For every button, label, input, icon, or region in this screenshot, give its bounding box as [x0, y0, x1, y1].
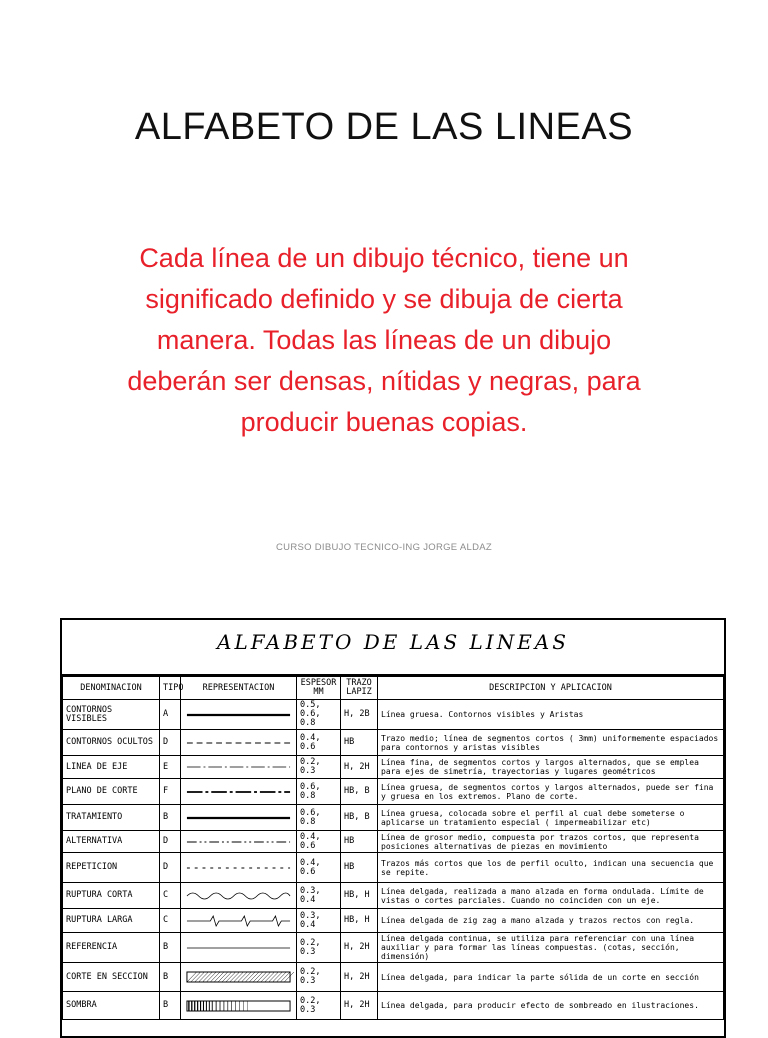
line-trazo: H, 2H [341, 756, 378, 779]
line-representacion [181, 831, 297, 853]
line-denominacion: REFERENCIA [63, 933, 160, 963]
line-trazo: H, 2H [341, 992, 378, 1020]
line-espesor: 0.2, 0.3 [297, 992, 341, 1020]
line-denominacion: CONTORNOS VISIBLES [63, 700, 160, 730]
line-sample-solid-thin [185, 942, 292, 954]
line-representacion [181, 756, 297, 779]
line-denominacion: LINEA DE EJE [63, 756, 160, 779]
table-header-row [63, 677, 724, 700]
table-row [63, 853, 724, 883]
line-trazo: HB [341, 831, 378, 853]
line-descripcion: Línea gruesa, de segmentos cortos y largos alternados, puede ser fina y gruesa en los extremos. Plano de corte. [378, 779, 724, 805]
table-row [63, 909, 724, 933]
line-descripcion: Línea de grosor medio, compuesta por trazos cortos, que representa posiciones alternativas de piezas en movimiento [378, 831, 724, 853]
line-tipo: F [160, 779, 181, 805]
line-representacion [181, 730, 297, 756]
line-espesor: 0.2, 0.3 [297, 756, 341, 779]
line-descripcion: Línea delgada, realizada a mano alzada en forma ondulada. Límite de vistas o cortes parciales. Cuando no coinciden con un eje. [378, 883, 724, 909]
line-espesor: 0.3, 0.4 [297, 909, 341, 933]
line-sample-wave [185, 890, 292, 902]
table-row [63, 992, 724, 1020]
line-espesor: 0.4, 0.6 [297, 853, 341, 883]
slide-body-text: Cada línea de un dibujo técnico, tiene un significado definido y se dibuja de cierta manera. Todas las líneas de un dibujo deberán ser densas, nítidas y negras, para producir buenas copias. [127, 243, 641, 437]
line-denominacion: CONTORNOS OCULTOS [63, 730, 160, 756]
line-tipo: D [160, 831, 181, 853]
line-representacion [181, 805, 297, 831]
line-denominacion: CORTE EN SECCION [63, 963, 160, 992]
header-representacion: REPRESENTACION [181, 677, 297, 700]
line-alphabet-sheet [60, 618, 726, 1038]
line-espesor: 0.4, 0.6 [297, 831, 341, 853]
line-trazo: HB [341, 730, 378, 756]
line-descripcion: Línea delgada, para producir efecto de sombreado en ilustraciones. [378, 992, 724, 1020]
line-tipo: B [160, 805, 181, 831]
table-row [63, 779, 724, 805]
line-trazo: HB [341, 853, 378, 883]
table-row [63, 700, 724, 730]
line-sample-solid-thick [185, 812, 292, 824]
line-trazo: HB, B [341, 779, 378, 805]
line-tipo: E [160, 756, 181, 779]
line-tipo: C [160, 909, 181, 933]
header-espesor: ESPESOR MM [297, 677, 341, 700]
line-denominacion: REPETICION [63, 853, 160, 883]
line-espesor: 0.3, 0.4 [297, 883, 341, 909]
line-trazo: HB, H [341, 909, 378, 933]
line-denominacion: ALTERNATIVA [63, 831, 160, 853]
line-representacion [181, 700, 297, 730]
table-row [63, 756, 724, 779]
line-espesor: 0.2, 0.3 [297, 933, 341, 963]
table-row [63, 963, 724, 992]
line-representacion [181, 883, 297, 909]
line-tipo: B [160, 963, 181, 992]
line-descripcion: Línea gruesa, colocada sobre el perfil al cual debe someterse o aplicarse un tratamiento especial ( impermeabilizar etc) [378, 805, 724, 831]
header-denominacion: DENOMINACION [63, 677, 160, 700]
line-trazo: H, 2B [341, 700, 378, 730]
line-descripcion: Línea gruesa. Contornos visibles y Aristas [378, 700, 724, 730]
line-trazo: H, 2H [341, 963, 378, 992]
table-row [63, 831, 724, 853]
line-denominacion: SOMBRA [63, 992, 160, 1020]
header-descripcion: DESCRIPCION Y APLICACION [378, 677, 724, 700]
line-descripcion: Línea delgada de zig zag a mano alzada y trazos rectos con regla. [378, 909, 724, 933]
line-sample-solid-thick [185, 709, 292, 721]
line-denominacion: RUPTURA LARGA [63, 909, 160, 933]
line-sample-shade [185, 1000, 292, 1012]
slide-footer: CURSO DIBUJO TECNICO-ING JORGE ALDAZ [276, 542, 492, 553]
line-espesor: 0.5, 0.6, 0.8 [297, 700, 341, 730]
sheet-title: ALFABETO DE LAS LINEAS [62, 620, 724, 676]
line-espesor: 0.6, 0.8 [297, 779, 341, 805]
line-tipo: A [160, 700, 181, 730]
line-tipo: C [160, 883, 181, 909]
line-descripcion: Línea fina, de segmentos cortos y largos alternados, que se emplea para ejes de simetría, trayectorias y lugares geométricos [378, 756, 724, 779]
line-representacion [181, 909, 297, 933]
line-espesor: 0.2, 0.3 [297, 963, 341, 992]
line-tipo: D [160, 730, 181, 756]
header-tipo: TIPO [160, 677, 181, 700]
line-descripcion: Trazo medio; línea de segmentos cortos ( 3mm) uniformemente espaciados para contornos y aristas visibles [378, 730, 724, 756]
line-espesor: 0.4, 0.6 [297, 730, 341, 756]
line-denominacion: RUPTURA CORTA [63, 883, 160, 909]
line-representacion [181, 963, 297, 992]
table-row [63, 730, 724, 756]
line-sample-alt [185, 836, 292, 848]
table-row [63, 933, 724, 963]
line-trazo: H, 2H [341, 933, 378, 963]
line-representacion [181, 933, 297, 963]
line-descripcion: Trazos más cortos que los de perfil oculto, indican una secuencia que se repite. [378, 853, 724, 883]
header-trazo: TRAZO LAPIZ [341, 677, 378, 700]
table-row [63, 805, 724, 831]
slide-title: ALFABETO DE LAS LINEAS [134, 106, 634, 148]
line-tipo: D [160, 853, 181, 883]
line-espesor: 0.6, 0.8 [297, 805, 341, 831]
line-sample-hatch [185, 971, 292, 983]
line-sample-dashed [185, 737, 292, 749]
line-representacion [181, 779, 297, 805]
line-table [62, 676, 724, 1020]
line-sample-zigzag [185, 915, 292, 927]
line-trazo: HB, B [341, 805, 378, 831]
line-tipo: B [160, 933, 181, 963]
line-representacion [181, 992, 297, 1020]
line-trazo: HB, H [341, 883, 378, 909]
line-tipo: B [160, 992, 181, 1020]
line-descripcion: Línea delgada continua, se utiliza para referenciar con una línea auxiliar y para formar las líneas compuestas. (cotas, sección, dimensión) [378, 933, 724, 963]
line-sample-center [185, 761, 292, 773]
line-sample-cutting [185, 786, 292, 798]
line-denominacion: TRATAMIENTO [63, 805, 160, 831]
line-sample-short-dash [185, 862, 292, 874]
line-denominacion: PLANO DE CORTE [63, 779, 160, 805]
line-representacion [181, 853, 297, 883]
line-descripcion: Línea delgada, para indicar la parte sólida de un corte en sección [378, 963, 724, 992]
table-row [63, 883, 724, 909]
